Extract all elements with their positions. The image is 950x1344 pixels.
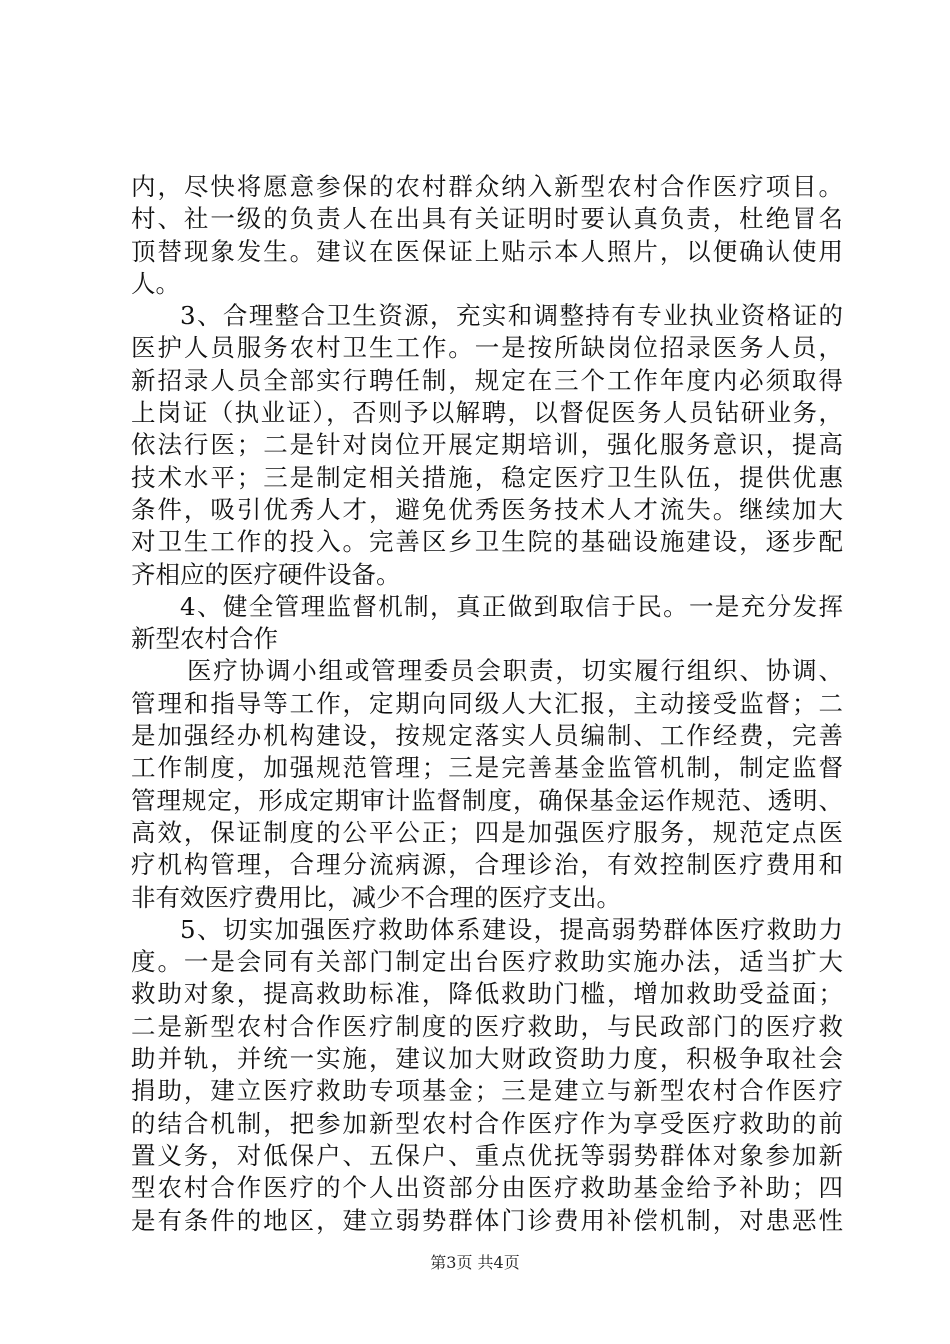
text-line: 村、社一级的负责人在出具有关证明时要认真负责，杜绝冒名 bbox=[131, 204, 843, 234]
text-line: 医护人员服务农村卫生工作。一是按所缺岗位招录医务人员， bbox=[131, 333, 843, 363]
text-line: 新招录人员全部实行聘任制，规定在三个工作年度内必须取得 bbox=[131, 365, 843, 395]
page-footer bbox=[0, 1250, 950, 1273]
text-line: 4、健全管理监督机制，真正做到取信于民。一是充分发挥 bbox=[180, 591, 843, 621]
text-line: 工作制度，加强规范管理；三是完善基金监管机制，制定监督 bbox=[131, 753, 843, 783]
text-line: 条件，吸引优秀人才，避免优秀医务技术人才流失。继续加大 bbox=[131, 494, 843, 524]
text-line: 人。 bbox=[131, 268, 180, 298]
text-line: 助并轨，并统一实施，建议加大财政资助力度，积极争取社会 bbox=[131, 1044, 843, 1074]
text-line: 二是新型农村合作医疗制度的医疗救助，与民政部门的医疗救 bbox=[131, 1011, 843, 1041]
text-line: 5、切实加强医疗救助体系建设，提高弱势群体医疗救助力 bbox=[180, 914, 843, 944]
text-line: 新型农村合作 bbox=[131, 624, 278, 654]
text-line: 的结合机制，把参加新型农村合作医疗作为享受医疗救助的前 bbox=[131, 1108, 843, 1138]
text-line: 型农村合作医疗的个人出资部分由医疗救助基金给予补助；四 bbox=[131, 1173, 843, 1203]
text-line: 管理规定，形成定期审计监督制度，确保基金运作规范、透明、 bbox=[131, 785, 843, 815]
document-body bbox=[131, 171, 843, 1237]
text-line: 顶替现象发生。建议在医保证上贴示本人照片，以便确认使用 bbox=[131, 236, 843, 266]
text-line: 非有效医疗费用比，减少不合理的医疗支出。 bbox=[131, 882, 621, 912]
text-line: 内，尽快将愿意参保的农村群众纳入新型农村合作医疗项目。 bbox=[131, 172, 843, 201]
text-line: 对卫生工作的投入。完善区乡卫生院的基础设施建设，逐步配 bbox=[131, 527, 843, 557]
text-line: 齐相应的医疗硬件设备。 bbox=[131, 559, 401, 589]
text-line: 捐助，建立医疗救助专项基金；三是建立与新型农村合作医疗 bbox=[131, 1076, 843, 1106]
text-line: 是加强经办机构建设，按规定落实人员编制、工作经费，完善 bbox=[131, 721, 843, 751]
text-line: 管理和指导等工作，定期向同级人大汇报，主动接受监督；二 bbox=[131, 688, 843, 718]
text-line: 依法行医；二是针对岗位开展定期培训，强化服务意识，提高 bbox=[131, 430, 843, 460]
text-line: 技术水平；三是制定相关措施，稳定医疗卫生队伍，提供优惠 bbox=[131, 462, 843, 492]
text-line: 医疗协调小组或管理委员会职责，切实履行组织、协调、 bbox=[187, 656, 843, 686]
page-number-label: 第3页 共4页 bbox=[430, 1253, 520, 1272]
text-line: 是有条件的地区，建立弱势群体门诊费用补偿机制，对患恶性 bbox=[131, 1205, 843, 1235]
text-line: 高效，保证制度的公平公正；四是加强医疗服务，规范定点医 bbox=[131, 817, 843, 847]
text-line: 度。一是会同有关部门制定出台医疗救助实施办法，适当扩大 bbox=[131, 947, 843, 977]
text-line: 3、合理整合卫生资源，充实和调整持有专业执业资格证的 bbox=[180, 301, 843, 331]
text-line: 上岗证（执业证），否则予以解聘，以督促医务人员钻研业务， bbox=[131, 398, 843, 428]
text-line: 救助对象，提高救助标准，降低救助门槛，增加救助受益面； bbox=[131, 979, 843, 1009]
text-line: 疗机构管理，合理分流病源，合理诊治，有效控制医疗费用和 bbox=[131, 850, 843, 880]
text-line: 置义务，对低保户、五保户、重点优抚等弱势群体对象参加新 bbox=[131, 1140, 843, 1170]
